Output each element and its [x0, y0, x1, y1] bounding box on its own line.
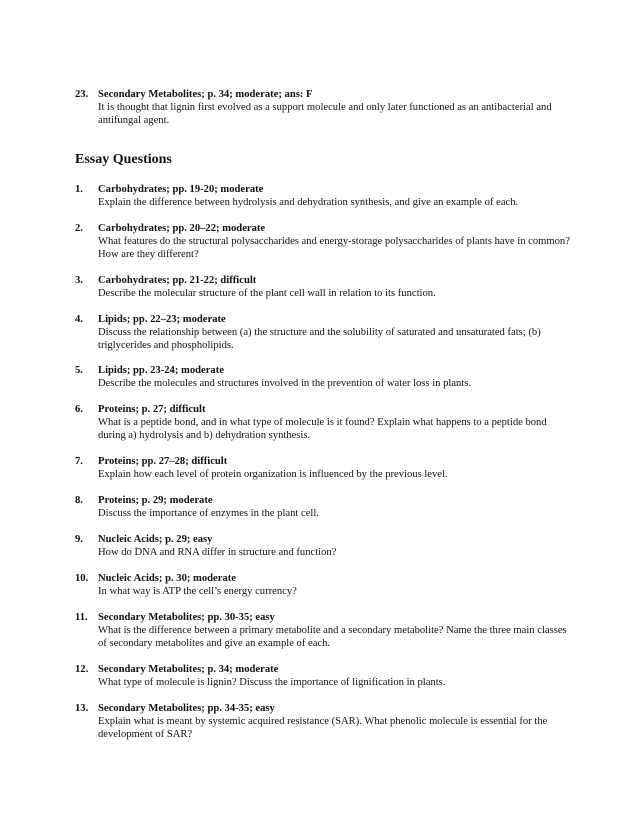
- question-heading: Carbohydrates; pp. 19-20; moderate: [98, 184, 264, 195]
- essay-question-4: [75, 313, 575, 352]
- question-heading: Secondary Metabolites; p. 34; moderate; ans: F: [98, 89, 313, 100]
- question-heading: Proteins; p. 29; moderate: [98, 495, 213, 506]
- question-heading: Carbohydrates; pp. 21-22; difficult: [98, 275, 257, 286]
- question-heading: Secondary Metabolites; pp. 34-35; easy: [98, 703, 275, 714]
- essay-question-12: [75, 663, 575, 689]
- question-number: 2.: [75, 223, 83, 234]
- question-number: 1.: [75, 184, 83, 195]
- question-text: Explain how each level of protein organization is influenced by the previous level.: [98, 469, 448, 480]
- question-heading: Secondary Metabolites; pp. 30-35; easy: [98, 612, 275, 623]
- question-number: 11.: [75, 612, 88, 623]
- essay-question-2: [75, 222, 575, 261]
- question-heading: Proteins; pp. 27–28; difficult: [98, 456, 228, 467]
- essay-question-9: [75, 533, 575, 559]
- question-23: [75, 88, 575, 127]
- question-number: 5.: [75, 365, 83, 376]
- question-text: Discuss the relationship between (a) the structure and the solubility of saturated and unsaturated fats; (b) triglycerides and phospholipids.: [98, 327, 541, 351]
- question-heading: Nucleic Acids; p. 30; moderate: [98, 573, 236, 584]
- question-heading: Proteins; p. 27; difficult: [98, 404, 206, 415]
- question-number: 12.: [75, 664, 89, 675]
- question-text: Explain what is meant by systemic acquired resistance (SAR). What phenolic molecule is essential for the development of SAR?: [98, 716, 548, 740]
- question-text: It is thought that lignin first evolved as a support molecule and only later functioned as an antibacterial and antifungal agent.: [98, 102, 552, 126]
- question-text: What is the difference between a primary metabolite and a secondary metabolite? Name the three main classes of secondary metabolites and give an example of each.: [98, 625, 567, 649]
- question-heading: Nucleic Acids; p. 29; easy: [98, 534, 213, 545]
- question-text: Describe the molecules and structures involved in the prevention of water loss in plants.: [98, 378, 472, 389]
- question-number: 13.: [75, 703, 89, 714]
- question-heading: Carbohydrates; pp. 20–22; moderate: [98, 223, 266, 234]
- essay-question-8: [75, 494, 575, 520]
- question-number: 7.: [75, 456, 83, 467]
- essay-question-5: [75, 364, 575, 390]
- question-number: 9.: [75, 534, 83, 545]
- essay-question-10: [75, 572, 575, 598]
- question-number: 10.: [75, 573, 89, 584]
- question-number: 6.: [75, 404, 83, 415]
- question-number: 4.: [75, 314, 83, 325]
- essay-question-1: [75, 183, 575, 209]
- question-heading: Secondary Metabolites; p. 34; moderate: [98, 664, 279, 675]
- question-text: What features do the structural polysaccharides and energy-storage polysaccharides of plants have in common? How are they different?: [98, 236, 570, 260]
- question-number: 3.: [75, 275, 83, 286]
- question-number: 23.: [75, 89, 89, 100]
- essay-question-6: [75, 403, 575, 442]
- question-text: Explain the difference between hydrolysis and dehydration synthesis, and give an example of each.: [98, 197, 519, 208]
- question-text: What type of molecule is lignin? Discuss the importance of lignification in plants.: [98, 677, 446, 688]
- question-heading: Lipids; pp. 23-24; moderate: [98, 365, 224, 376]
- essay-question-11: [75, 611, 575, 650]
- essay-question-3: [75, 274, 575, 300]
- section-title: Essay Questions: [75, 152, 172, 167]
- question-number: 8.: [75, 495, 83, 506]
- question-text: In what way is ATP the cell’s energy currency?: [98, 586, 297, 597]
- essay-question-13: [75, 702, 575, 741]
- question-text: Discuss the importance of enzymes in the plant cell.: [98, 508, 319, 519]
- question-heading: Lipids; pp. 22–23; moderate: [98, 314, 226, 325]
- essay-question-7: [75, 455, 575, 481]
- question-text: How do DNA and RNA differ in structure and function?: [98, 547, 337, 558]
- question-text: Describe the molecular structure of the plant cell wall in relation to its function.: [98, 288, 436, 299]
- question-text: What is a peptide bond, and in what type of molecule is it found? Explain what happens to a peptide bond during a) hydrolysis and b) dehydration synthesis.: [98, 417, 547, 441]
